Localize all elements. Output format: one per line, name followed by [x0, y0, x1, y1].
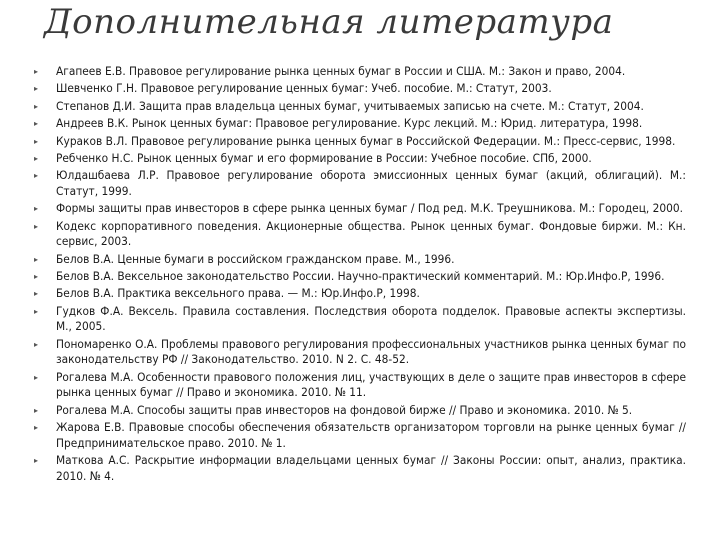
bullet-arrow-icon: ▸	[34, 423, 39, 433]
bullet-arrow-icon: ▸	[34, 171, 39, 181]
reference-text: Белов В.А. Практика вексельного права. — М.: Юр.Инфо.Р, 1998.	[56, 286, 420, 301]
reference-text: Юлдашбаева Л.Р. Правовое регулирование оборота эмиссионных ценных бумаг (акций, облигаций). М.: Статут, 1999.	[56, 168, 686, 198]
bullet-arrow-icon: ▸	[34, 101, 39, 111]
reference-text: Белов В.А. Вексельное законодательство России. Научно-практический комментарий. М.: Юр.Инфо.Р, 1996.	[56, 269, 665, 284]
reference-item	[34, 99, 686, 115]
reference-item	[34, 337, 686, 368]
bullet-arrow-icon: ▸	[34, 153, 39, 163]
reference-item	[34, 252, 686, 268]
reference-item	[34, 286, 686, 302]
reference-item	[34, 201, 686, 217]
bullet-arrow-icon: ▸	[34, 456, 39, 466]
reference-text: Кураков В.Л. Правовое регулирование рынка ценных бумаг в Российской Федерации. М.: Пресс-сервис, 1998.	[56, 133, 676, 148]
reference-text: Рогалева М.А. Особенности правового положения лиц, участвующих в деле о защите прав инвесторов в сфере рынка ценных бумаг // Право и экономика. 2010. № 11.	[56, 369, 686, 400]
bullet-arrow-icon: ▸	[34, 339, 39, 349]
bullet-arrow-icon: ▸	[34, 254, 39, 264]
reference-text: Жарова Е.В. Правовые способы обеспечения обязательств организатором торговли на рынке ценных бумаг // Предпринимательское право. 2010. № 1.	[56, 420, 686, 450]
reference-item	[34, 151, 686, 167]
reference-text: Андреев В.К. Рынок ценных бумаг: Правовое регулирование. Курс лекций. М.: Юрид. литература, 1998.	[56, 116, 643, 131]
reference-text: Шевченко Г.Н. Правовое регулирование ценных бумаг: Учеб. пособие. М.: Статут, 2003.	[56, 81, 552, 96]
reference-text: Гудков Ф.А. Вексель. Правила составления. Последствия оборота подделок. Правовые аспекты экспертизы. М., 2005.	[56, 303, 686, 334]
reference-item	[34, 453, 686, 484]
bullet-arrow-icon: ▸	[34, 84, 39, 94]
reference-text: Агапеев Е.В. Правовое регулирование рынка ценных бумаг в России и США. М.: Закон и право, 2004.	[56, 64, 626, 78]
reference-text: Белов В.А. Ценные бумаги в российском гражданском праве. М., 1996.	[56, 251, 455, 266]
reference-item	[34, 420, 686, 451]
bullet-arrow-icon: ▸	[34, 67, 39, 76]
reference-item	[34, 403, 686, 419]
reference-item	[34, 64, 686, 80]
bullet-arrow-icon: ▸	[34, 136, 39, 146]
bullet-arrow-icon: ▸	[34, 272, 39, 282]
page-title: Дополнительная литература	[44, 2, 614, 42]
bullet-arrow-icon: ▸	[34, 119, 39, 129]
bullet-arrow-icon: ▸	[34, 372, 39, 382]
reference-text: Формы защиты прав инвесторов в сфере рынка ценных бумаг / Под ред. М.К. Треушникова. М.: Городец, 2000.	[56, 201, 684, 216]
reference-text: Рогалева М.А. Способы защиты прав инвесторов на фондовой бирже // Право и экономика. 2010. № 5.	[56, 402, 633, 417]
bullet-arrow-icon: ▸	[34, 405, 39, 415]
bullet-arrow-icon: ▸	[34, 289, 39, 299]
bullet-arrow-icon: ▸	[34, 204, 39, 214]
reference-item	[34, 116, 686, 132]
reference-item	[34, 304, 686, 335]
reference-item	[34, 219, 686, 250]
reference-text: Кодекс корпоративного поведения. Акционерные общества. Рынок ценных бумаг. Фондовые биржи. М.: Кн. сервис, 2003.	[56, 218, 686, 249]
reference-text: Пономаренко О.А. Проблемы правового регулирования профессиональных участников рынка ценных бумаг по законодательству РФ // Законодательство. 2010. N 2. С. 48-52.	[56, 336, 686, 367]
reference-item	[34, 269, 686, 285]
reference-item	[34, 134, 686, 150]
reference-list	[34, 64, 686, 486]
reference-text: Маткова А.С. Раскрытие информации владельцами ценных бумаг // Законы России: опыт, анализ, практика. 2010. № 4.	[56, 453, 686, 483]
reference-text: Степанов Д.И. Защита прав владельца ценных бумаг, учитываемых записью на счете. М.: Статут, 2004.	[56, 98, 644, 113]
bullet-arrow-icon: ▸	[34, 221, 39, 231]
reference-item	[34, 81, 686, 97]
reference-item	[34, 370, 686, 401]
reference-text: Ребченко Н.С. Рынок ценных бумаг и его формирование в России: Учебное пособие. СПб, 2000.	[56, 150, 592, 165]
reference-item	[34, 168, 686, 199]
bullet-arrow-icon: ▸	[34, 306, 39, 316]
